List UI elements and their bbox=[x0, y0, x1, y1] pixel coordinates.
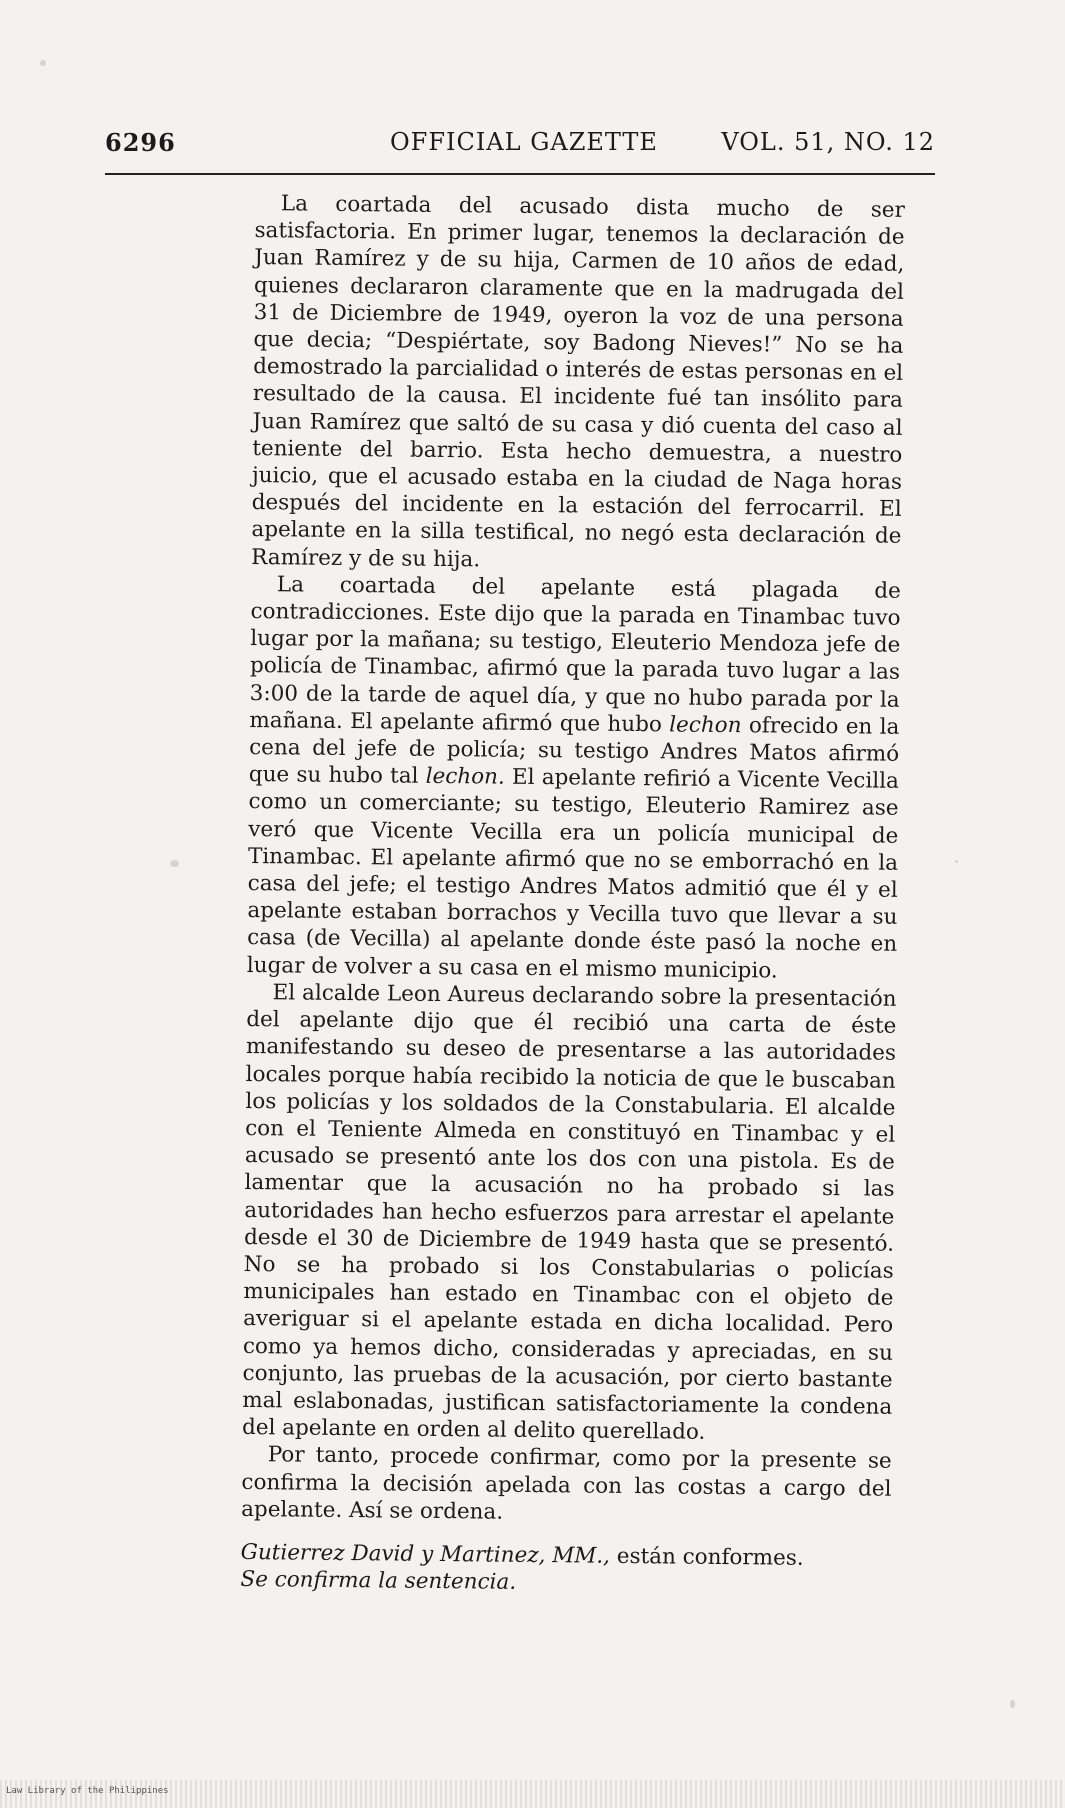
paragraph-mayor-testimony: El alcalde Leon Aureus declarando sobre la presentación del apelante dijo que él recibió una carta de éste manifestando su deseo de presentarse a las autoridades locales porque había recibido la noticia de que le buscaban los policías y los soldados de la Constabularia. El alcalde con el Teniente Almeda en constituyó en Tinambac y el acusado se presentó ante los dos con una pistola. Es de lamentar que la acusación no ha probado si las autoridades han hecho esfuerzos para arrestar el apelante desde el 30 de Diciembre de 1949 hasta que se presentó. No se ha probado si los Constabularias o policías municipales han estado en Tinambac con el objeto de averiguar si el apelante estada en dicha localidad. Pero como ya hemos dicho, consideradas y apreciadas, en su conjunto, las pruebas de la acusación, por cierto bastante mal eslabonadas, justifican satisfactoriamente la condena del apelante en orden al delito querellado. bbox=[241, 980, 897, 1445]
document-body bbox=[240, 190, 905, 1600]
contradictions-text-1: La coartada del apelante está plagada de contradicciones. Este dijo que la parada en Tinambac tuvo lugar por la mañana; su testigo, Eleuterio Mendoza jefe de policía de Tinambac, afirmó que la parada tuvo lugar a las 3:00 de la tarde de aquel día, y que no hubo parada por la mañana. El apelante afirmó que hubo bbox=[249, 572, 901, 738]
scan-speckle bbox=[40, 60, 46, 66]
gazette-title: OFFICIAL GAZETTE bbox=[390, 128, 658, 156]
scan-speckle bbox=[1010, 1700, 1015, 1708]
header-rule bbox=[105, 173, 935, 175]
scan-speckle bbox=[955, 860, 958, 863]
lechon-term-1: lechon bbox=[669, 712, 742, 738]
lechon-term-2: lechon. bbox=[425, 764, 505, 790]
scan-footer-note: Law Library of the Philippines bbox=[6, 1786, 169, 1796]
volume-number: VOL. 51, NO. 12 bbox=[721, 128, 935, 156]
page-header bbox=[105, 128, 935, 162]
page-number: 6296 bbox=[105, 128, 176, 157]
scan-speckle bbox=[170, 860, 179, 867]
contradictions-text-3: El apelante refirió a Vicente Vecilla como un comerciante; su testigo, Eleuterio Ramirez ase veró que Vicente Vecilla era un policía municipal de Tinambac. El apelante afirmó que no se emborrachó en la casa del jefe; el testigo Andres Matos admitió que él y el apelante estaban borrachos y Vecilla tuvo que llevar a su casa (de Vecilla) al apelante donde éste pasó la noche en lugar de volver a su casa en el mismo municipio. bbox=[246, 764, 899, 984]
contradictions-text-2: ofrecido en la cena del jefe de policía; su testigo Andres Matos afirmó que su hubo tal bbox=[248, 712, 900, 790]
concurrence-text: están conformes. bbox=[609, 1543, 804, 1571]
concurring-justices: Gutierrez David y Martinez, MM., bbox=[240, 1539, 611, 1569]
verdict-line: Se confirma la sentencia. bbox=[240, 1567, 517, 1595]
paragraph-contradictions bbox=[247, 571, 901, 986]
paragraph-alibi: La coartada del acusado dista mucho de ser satisfactoria. En primer lugar, tenemos la declaración de Juan Ramírez y de su hija, Carmen de 10 años de edad, quienes declararon claramente que en la madrugada del 31 de Diciembre de 1949, oyeron la voz de una persona que decia; “Despiértate, soy Badong Nieves!” No se ha demostrado la parcialidad o interés de estas personas en el resultado de la causa. El incidente fué tan insólito para Juan Ramírez que saltó de su casa y dió cuenta del caso al teniente del barrio. Esta hecho demuestra, a nuestro juicio, que el acusado estaba en la ciudad de Naga horas después del incidente en la estación del ferrocarril. El apelante en la silla testifical, no negó esta declaración de Ramírez y de su hija. bbox=[251, 191, 905, 573]
paragraph-ruling: Por tanto, procede confirmar, como por la presente se confirma la decisión apelada con las costas a cargo del apelante. Así se ordena. bbox=[241, 1442, 892, 1525]
